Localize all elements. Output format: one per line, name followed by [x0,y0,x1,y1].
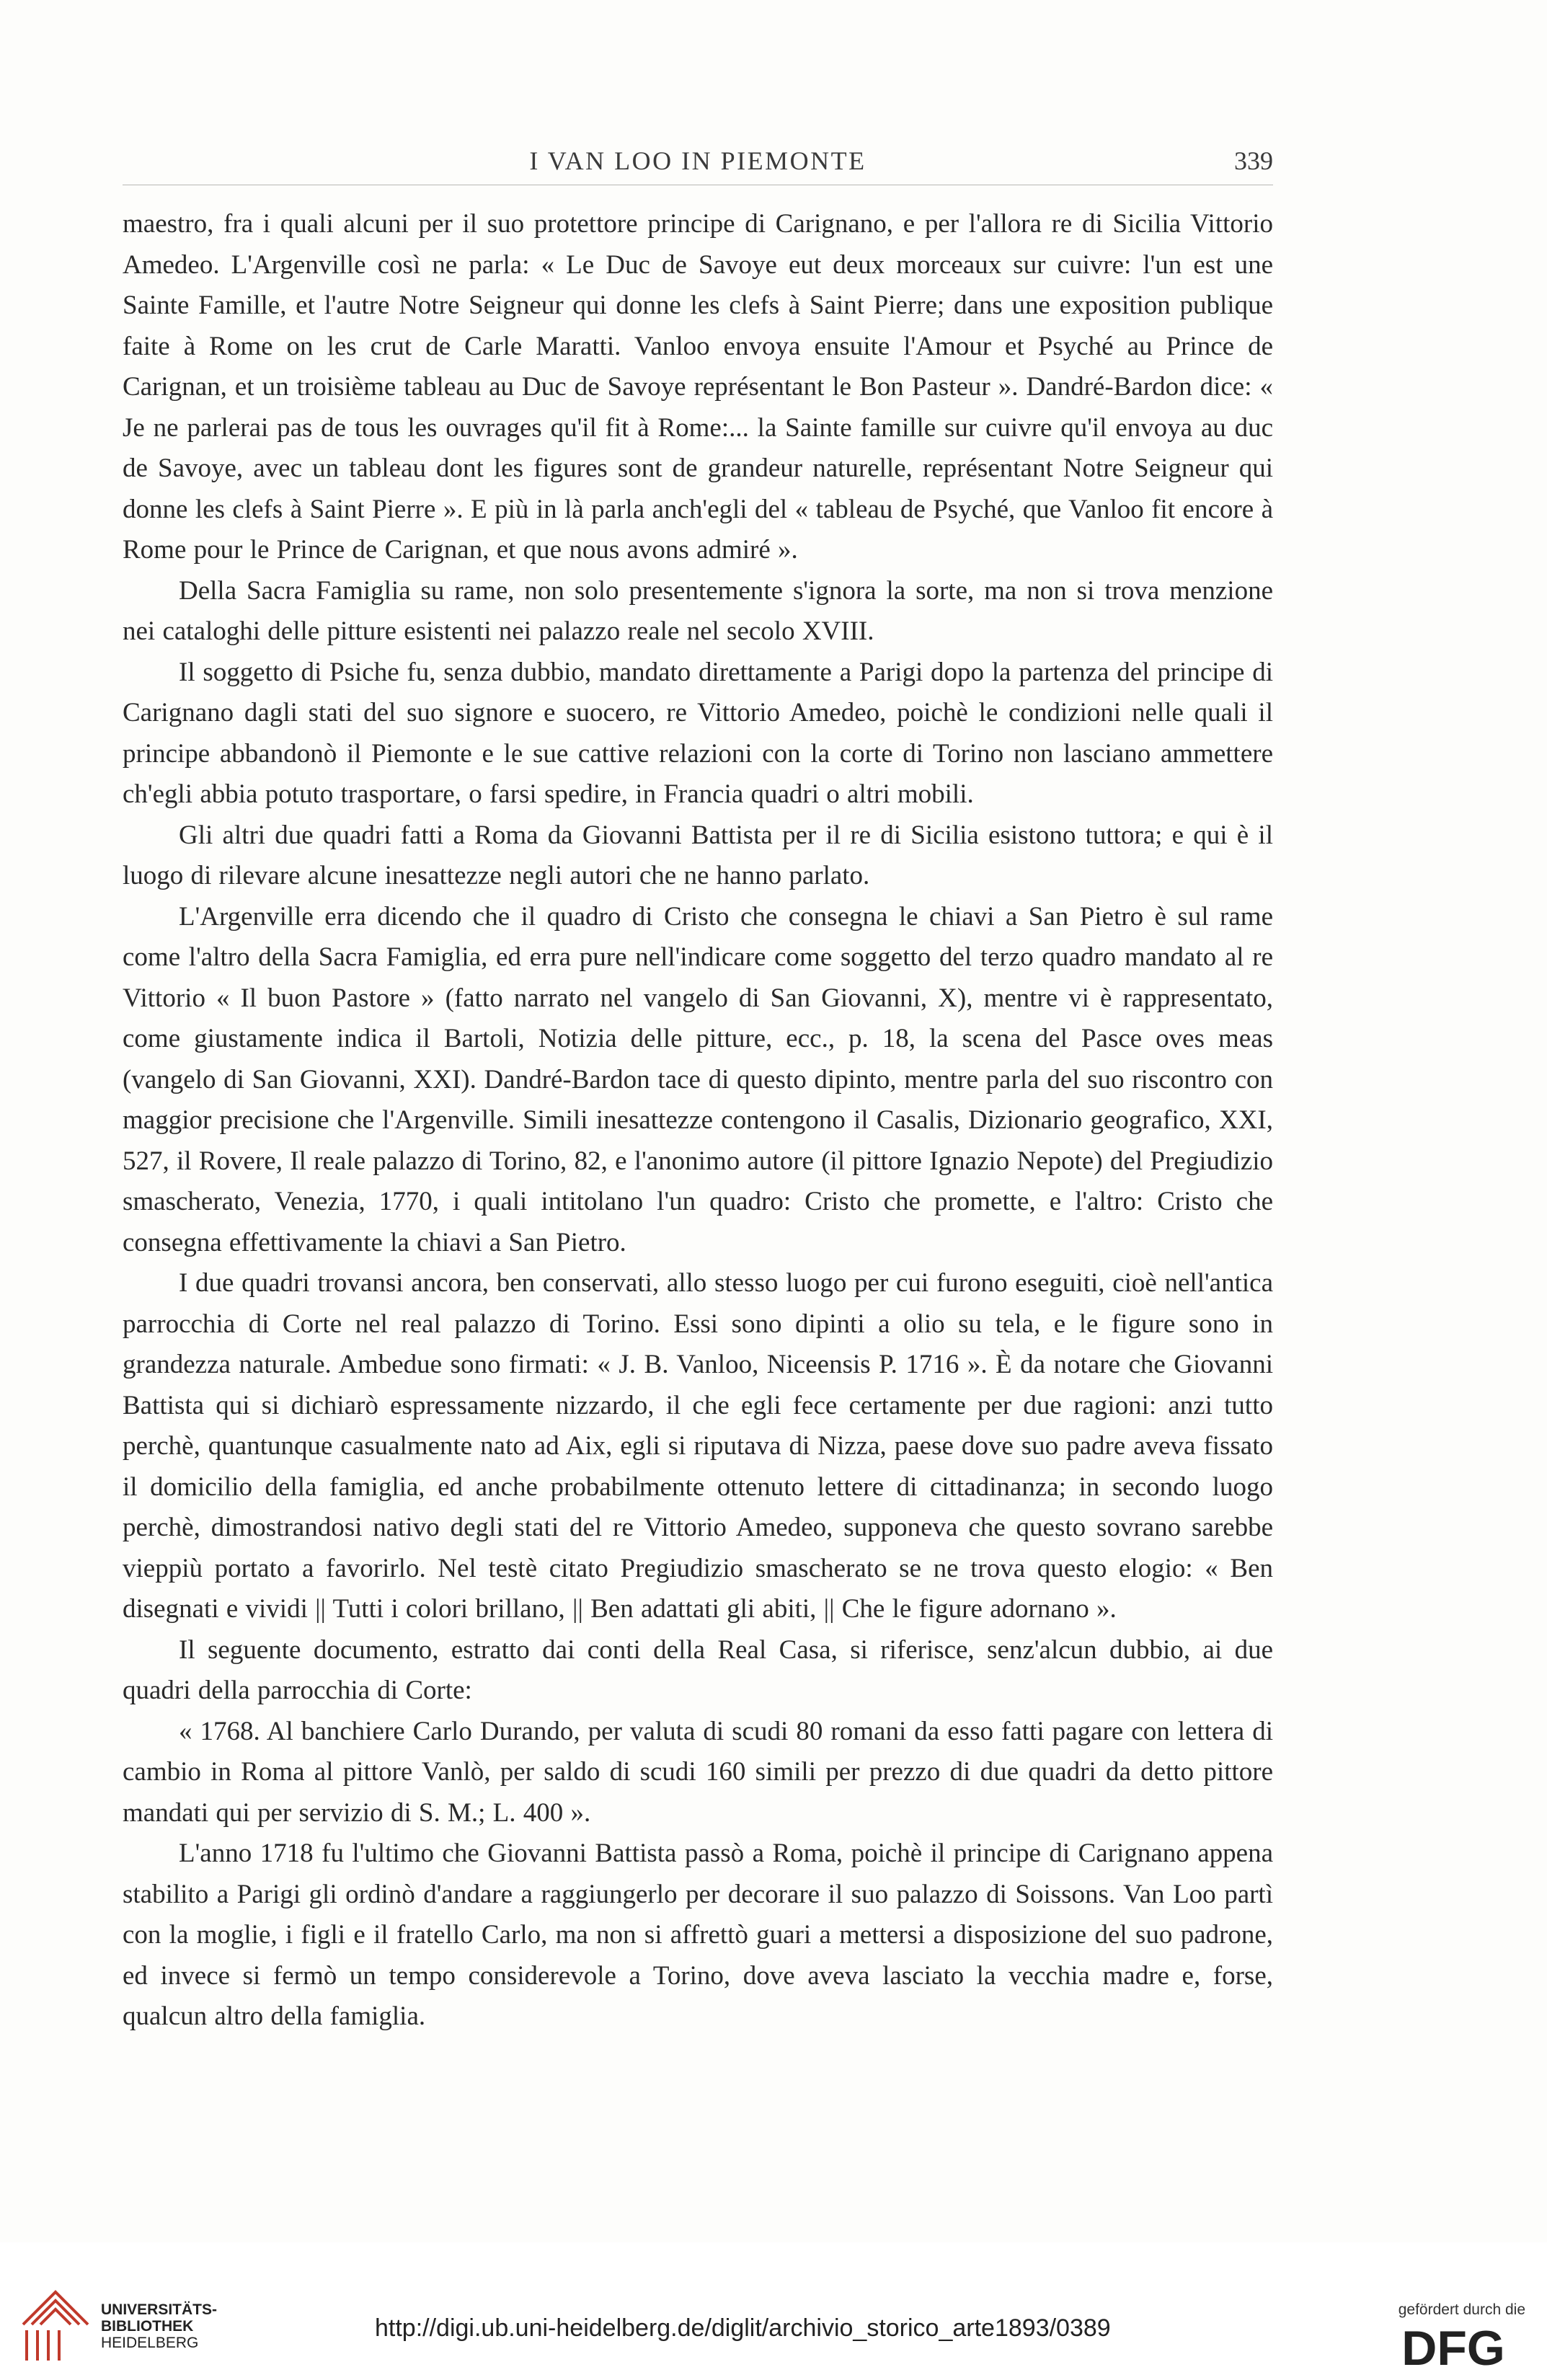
dfg-logo-text: DFG [1401,2323,1505,2369]
dfg-logo-icon [1381,2323,1525,2369]
page [123,141,1273,2038]
funding-caption: gefördert durch die [1398,2301,1525,2318]
running-title: I VAN LOO IN PIEMONTE [529,146,866,175]
digitization-footer [0,2242,1547,2380]
page-number: 339 [1234,146,1273,175]
paragraph: maestro, fra i quali alcuni per il suo protettore principe di Carignano, e per l'allora re di Sicilia Vittorio Amedeo. L'Argenville così ne parla: « Le Duc de Savoye eut deux morceaux sur cuivre: l'un est une Sainte Famille, et l'autre Notre Seigneur qui donne les clefs à Saint Pierre; dans une exposition publique faite à Rome on les crut de Carle Maratti. Vanloo envoya ensuite l'Amour et Psyché au Prince de Carignan, et un troisième tableau au Duc de Savoye représentant le Bon Pasteur ». Dandré-Bardon dice: « Je ne parlerai pas de tous les ouvrages qu'il fit à Rome:... la Sainte famille sur cuivre qu'il envoya au duc de Savoye, avec un tableau dont les figures sont de grandeur naturelle, représentant Notre Seigneur qui donne les clefs à Saint Pierre ». E più in là parla anch'egli del « tableau de Psyché, que Vanloo fit encore à Rome pour le Prince de Carignan, et que nous avons admiré ». [123,209,1273,565]
paragraph: Gli altri due quadri fatti a Roma da Giovanni Battista per il re di Sicilia esistono tuttora; e qui è il luogo di rilevare alcune inesattezze negli autori che ne hanno parlato. [123,820,1273,890]
paragraph: « 1768. Al banchiere Carlo Durando, per valuta di scudi 80 romani da esso fatti pagare con lettera di cambio in Roma al pittore Vanlò, per saldo di scudi 160 simili per prezzo di due quadri da detto pittore mandati qui per servizio di S. M.; L. 400 ». [123,1716,1273,1828]
paragraph: Il soggetto di Psiche fu, senza dubbio, mandato direttamente a Parigi dopo la partenza del principe di Carignano dagli stati del suo signore e suocero, re Vittorio Amedeo, poichè le condizioni nelle quali il principe abbandonò il Piemonte e le sue cattive relazioni con la corte di Torino non lasciano ammettere ch'egli abbia potuto trasportare, o farsi spedire, in Francia quadri o altri mobili. [123,657,1273,809]
paragraph: L'anno 1718 fu l'ultimo che Giovanni Battista passò a Roma, poichè il principe di Carignano appena stabilito a Parigi gli ordinò d'andare a raggiungerlo per decorare il suo palazzo di Soissons. Van Loo partì con la moglie, i figli e il fratello Carlo, ma non si affrettò guari a mettersi a disposizione del suo padrone, ed invece si fermò un tempo considerevole a Torino, dove aveva lasciato la vecchia madre e, forse, qualcun altro della famiglia. [123,1839,1273,2031]
library-logo-icon [16,2281,95,2366]
paragraph: Della Sacra Famiglia su rame, non solo presentemente s'ignora la sorte, ma non si trova menzione nei cataloghi delle pitture esistenti nei palazzo reale nel secolo XVIII. [123,575,1273,646]
source-url-link[interactable]: http://digi.ub.uni-heidelberg.de/diglit/archivio_storico_arte1893/0389 [375,2314,1111,2342]
body-text [123,204,1273,2038]
paragraph: Il seguente documento, estratto dai conti della Real Casa, si riferisce, senz'alcun dubbio, ai due quadri della parrocchia di Corte: [123,1634,1273,1705]
paragraph: I due quadri trovansi ancora, ben conservati, allo stesso luogo per cui furono eseguiti, cioè nell'antica parrocchia di Corte nel real palazzo di Torino. Essi sono dipinti a olio su tela, e le figure sono in grandezza naturale. Ambedue sono firmati: « J. B. Vanloo, Niceensis P. 1716 ». È da notare che Giovanni Battista qui si dichiarò espressamente nizzardo, il che egli fece certamente per due ragioni: anzi tutto perchè, quantunque casualmente nato ad Aix, egli si riputava di Nizza, paese dove suo padre aveva fissato il domicilio della famiglia, ed anche probabilmente ottenuto lettere di cittadinanza; in secondo luogo perchè, dimostrandosi nativo degli stati del re Vittorio Amedeo, supponeva che questo sovrano sarebbe vieppiù portato a favorirlo. Nel testè citato Pregiudizio smascherato se ne trova questo elogio: « Ben disegnati e vividi || Tutti i colori brillano, || Ben adattati gli abiti, || Che le figure adornano ». [123,1268,1273,1624]
paragraph: L'Argenville erra dicendo che il quadro di Cristo che consegna le chiavi a San Pietro è sul rame come l'altro della Sacra Famiglia, ed erra pure nell'indicare come soggetto del terzo quadro mandato al re Vittorio « Il buon Pastore » (fatto narrato nel vangelo di San Giovanni, X), mentre vi è rappresentato, come giustamente indica il Bartoli, Notizia delle pitture, ecc., p. 18, la scena del Pasce oves meas (vangelo di San Giovanni, XXI). Dandré-Bardon tace di questo dipinto, mentre parla del suo riscontro con maggior precisione che l'Argenville. Simili inesattezze contengono il Casalis, Dizionario geografico, XXI, 527, il Rovere, Il reale palazzo di Torino, 82, e l'anonimo autore (il pittore Ignazio Nepote) del Pregiudizio smascherato, Venezia, 1770, i quali intitolano l'un quadro: Cristo che promette, e l'altro: Cristo che consegna effettivamente la chiavi a San Pietro. [123,901,1273,1257]
library-name: UNIVERSITÄTS- BIBLIOTHEK HEIDELBERG [101,2301,218,2351]
page-header [123,141,1273,185]
